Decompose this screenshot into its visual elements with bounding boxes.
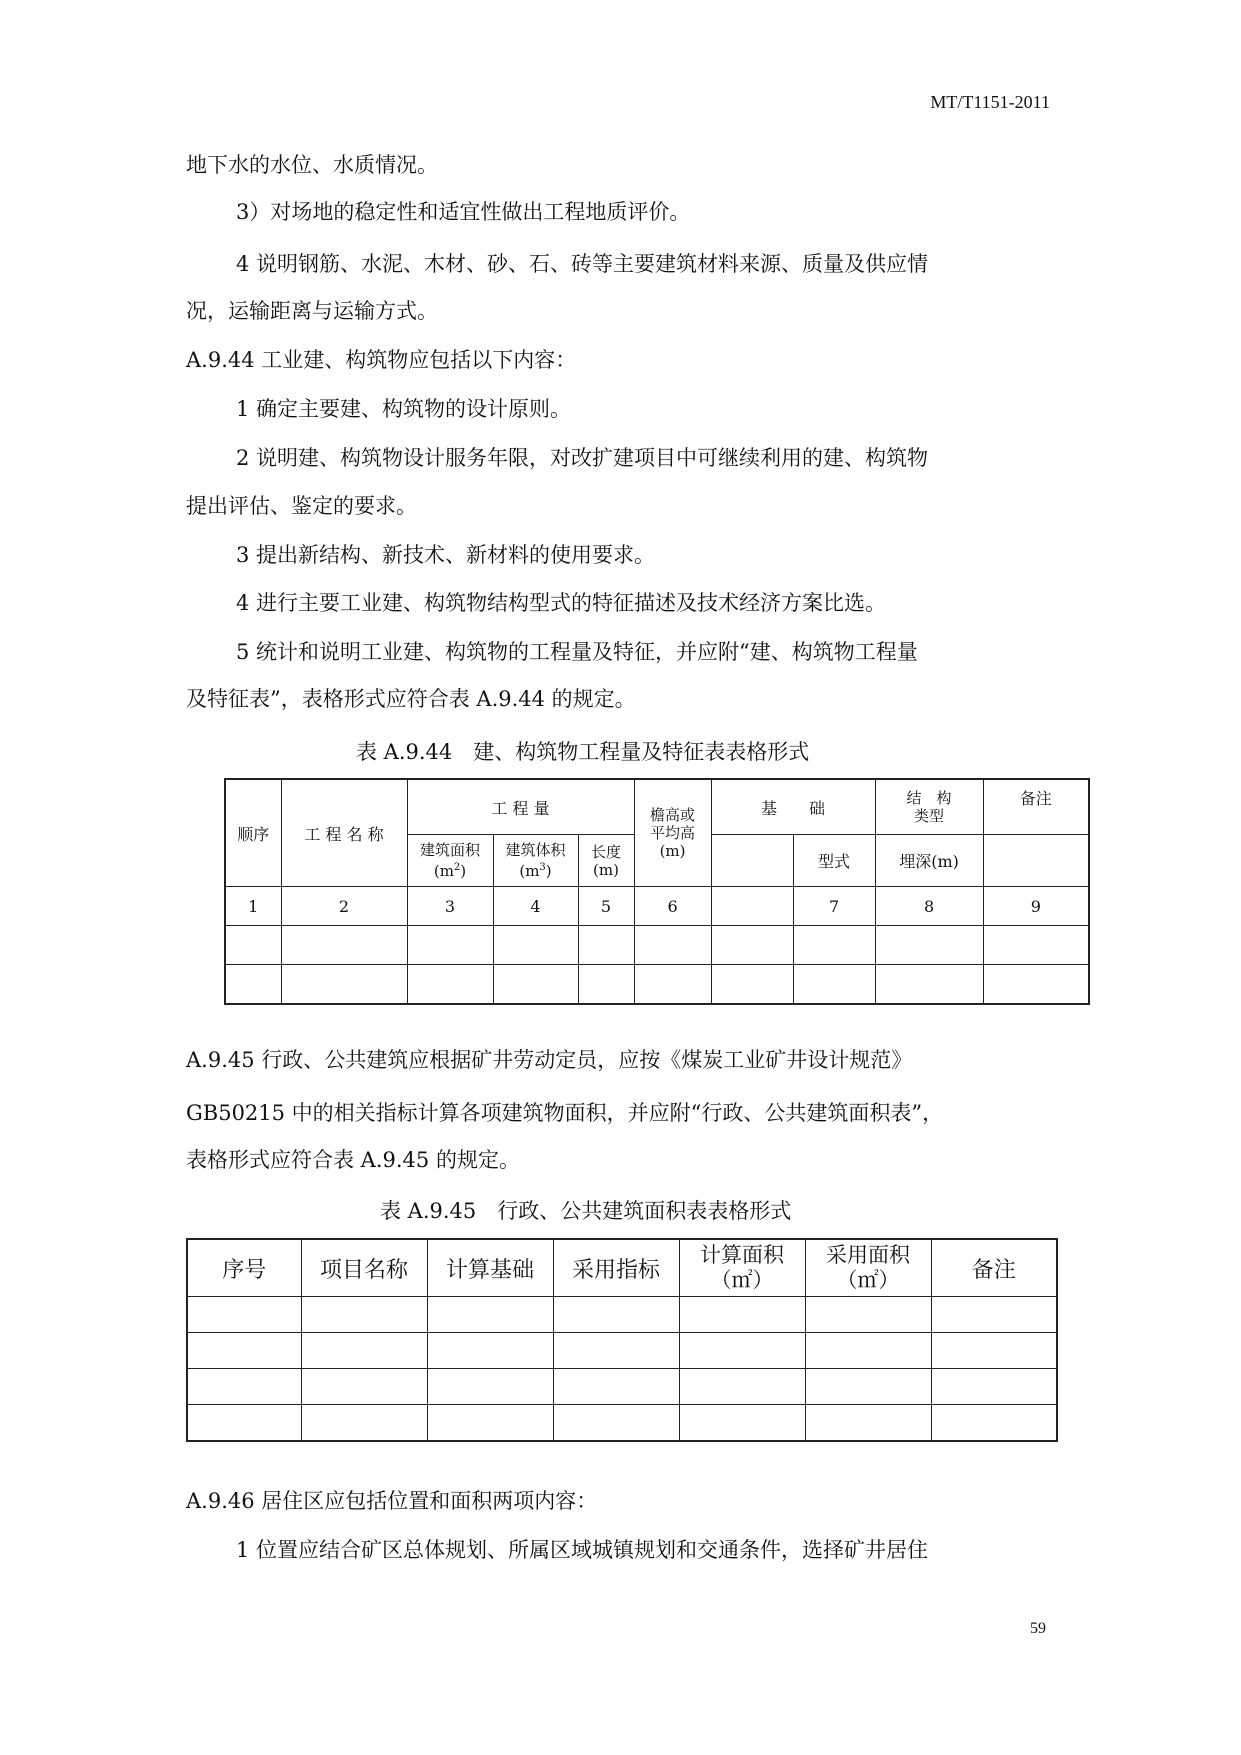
table-cell: 9	[983, 887, 1089, 926]
paragraph-line: 3）对场地的稳定性和适宜性做出工程地质评价。	[236, 200, 691, 224]
header-length-unit: (m)	[593, 860, 619, 879]
header-height	[634, 779, 711, 887]
header-area	[407, 835, 493, 887]
page-number: 59	[1030, 1620, 1046, 1637]
table-row	[187, 1333, 1057, 1369]
header-seq: 序号	[187, 1239, 301, 1297]
table-row	[225, 965, 1089, 1005]
paragraph-line: 1 位置应结合矿区总体规划、所属区域城镇规划和交通条件，选择矿井居住	[236, 1538, 929, 1562]
header-name: 工 程 名 称	[281, 779, 407, 887]
header-item: 项目名称	[301, 1239, 427, 1297]
table-cell: 2	[281, 887, 407, 926]
paragraph-line: 表格形式应符合表 A.9.45 的规定。	[186, 1148, 520, 1172]
section-heading: A.9.44 工业建、构筑物应包括以下内容：	[186, 348, 577, 372]
header-area-unit	[408, 859, 493, 880]
paragraph-line: 5 统计和说明工业建、构筑物的工程量及特征，并应附“建、构筑物工程量	[236, 640, 918, 664]
paragraph-line: 2 说明建、构筑物设计服务年限，对改扩建项目中可继续利用的建、构筑物	[236, 446, 929, 470]
header-height-line: 檐高或	[650, 806, 696, 824]
header-type: 型式	[793, 835, 875, 887]
table-row	[225, 926, 1089, 965]
header-structure-line: 类型	[914, 807, 945, 825]
unit-text: )	[460, 862, 467, 880]
header-remark: 备注	[931, 1239, 1057, 1297]
table-cell: 1	[225, 887, 281, 926]
table-row	[187, 1405, 1057, 1442]
header-line: 采用面积	[826, 1243, 910, 1267]
section-heading: A.9.45 行政、公共建筑应根据矿井劳动定员，应按《煤炭工业矿井设计规范》	[186, 1048, 913, 1072]
paragraph-line: 地下水的水位、水质情况。	[186, 153, 438, 177]
unit-sup: 3	[539, 862, 546, 873]
header-volume	[493, 835, 578, 887]
header-remark: 备注	[983, 779, 1089, 835]
table-cell: 4	[493, 887, 578, 926]
unit-text: (m	[433, 862, 454, 880]
table-cell: 3	[407, 887, 493, 926]
header-volume-line: 建筑体积	[505, 841, 566, 859]
header-area-line: 建筑面积	[419, 841, 480, 859]
paragraph-line: 及特征表”，表格形式应符合表 A.9.44 的规定。	[186, 687, 636, 711]
unit-text: (m	[519, 862, 540, 880]
table2	[186, 1238, 1058, 1442]
header-length-line: 长度	[591, 842, 622, 861]
document-code: MT/T1151-2011	[930, 92, 1050, 112]
header-structure	[875, 779, 983, 835]
table2-caption: 表 A.9.45 行政、公共建筑面积表表格形式	[380, 1199, 792, 1223]
section-heading: A.9.46 居住区应包括位置和面积两项内容：	[186, 1489, 598, 1513]
header-index: 采用指标	[553, 1239, 679, 1297]
header-length	[578, 835, 634, 887]
header-structure-line: 结 构	[906, 789, 952, 807]
paragraph-line: GB50215 中的相关指标计算各项建筑物面积，并应附“行政、公共建筑面积表”，	[186, 1101, 944, 1125]
table-cell: 8	[875, 887, 983, 926]
table-cell	[711, 887, 793, 926]
header-volume-unit	[494, 859, 578, 880]
table1-caption: 表 A.9.44 建、构筑物工程量及特征表表格形式	[356, 740, 810, 764]
header-blank	[711, 835, 793, 887]
header-unit: （㎡）	[710, 1268, 774, 1292]
table-row	[187, 1297, 1057, 1333]
header-height-line: 平均高	[650, 824, 696, 842]
table1	[224, 778, 1090, 1005]
unit-sup: 2	[453, 862, 461, 873]
header-depth: 埋深(m)	[875, 835, 983, 887]
header-quantity: 工 程 量	[407, 779, 634, 835]
unit-text: )	[545, 862, 552, 880]
header-calc-area	[679, 1239, 805, 1297]
paragraph-line: 提出评估、鉴定的要求。	[186, 494, 417, 518]
header-unit: （㎡）	[836, 1268, 900, 1292]
table-cell: 6	[634, 887, 711, 926]
header-line: 计算面积	[700, 1243, 784, 1267]
header-seq: 顺序	[225, 779, 281, 887]
header-adopted-area	[805, 1239, 931, 1297]
header-foundation: 基 础	[711, 779, 875, 835]
paragraph-line: 4 进行主要工业建、构筑物结构型式的特征描述及技术经济方案比选。	[236, 591, 887, 615]
table-row	[187, 1369, 1057, 1405]
table-cell: 5	[578, 887, 634, 926]
header-height-unit: (m)	[659, 842, 686, 860]
header-blank	[983, 835, 1089, 887]
paragraph-line: 况，运输距离与运输方式。	[186, 299, 438, 323]
paragraph-line: 4 说明钢筋、水泥、木材、砂、石、砖等主要建筑材料来源、质量及供应情	[236, 252, 929, 276]
header-basis: 计算基础	[427, 1239, 553, 1297]
number-row	[225, 887, 1089, 926]
paragraph-line: 1 确定主要建、构筑物的设计原则。	[236, 397, 572, 421]
table-cell: 7	[793, 887, 875, 926]
paragraph-line: 3 提出新结构、新技术、新材料的使用要求。	[236, 543, 656, 567]
